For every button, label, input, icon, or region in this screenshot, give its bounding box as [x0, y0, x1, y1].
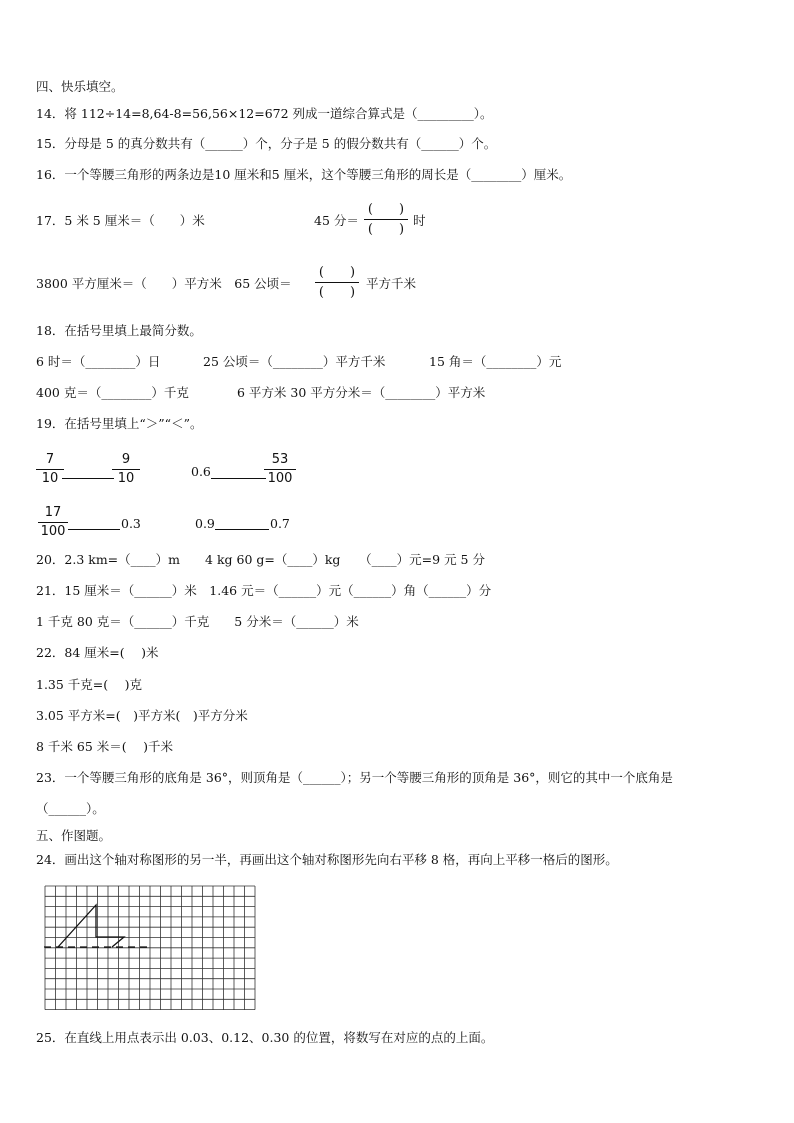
- numerator: 9: [121, 452, 131, 467]
- fraction-bar: [112, 469, 140, 470]
- question-23-line1: 23．一个等腰三角形的底角是 36°，则顶角是（______）；另一个等腰三角形的顶角是 36°，则它的其中一个底角是: [36, 770, 673, 785]
- decimal-0-6: 0.6: [191, 464, 211, 479]
- fraction-9-10: [112, 452, 140, 487]
- question-22a: 22．84 厘米=( )米: [36, 645, 159, 660]
- fraction-bar: [38, 522, 68, 523]
- question-17c-suffix: 平方千米: [366, 276, 417, 291]
- question-23-line2: （______）。: [36, 801, 105, 816]
- numerator: 17: [44, 505, 62, 520]
- question-21b: 1 千克 80 克＝（______）千克 5 分米＝（______）米: [36, 614, 359, 629]
- question-17b-suffix: 时: [413, 213, 426, 228]
- decimal-0-7: 0.7: [270, 516, 290, 531]
- denominator: 100: [40, 524, 66, 539]
- denominator: 10: [117, 471, 135, 486]
- blank-denominator: ( ): [367, 222, 405, 237]
- question-17b-prefix: 45 分＝: [314, 213, 359, 228]
- fraction-blank-17b: [362, 201, 410, 238]
- question-20: 20．2.3 km=（____）m 4 kg 60 g=（____）kg （____）元=9 元 5 分: [36, 552, 485, 567]
- grid-drawing[interactable]: [44, 885, 260, 1011]
- answer-line: [62, 478, 114, 479]
- question-19: 19．在括号里填上“＞”“＜”。: [36, 416, 203, 431]
- question-22b: 1.35 千克=( )克: [36, 677, 143, 692]
- fraction-17-100: [38, 505, 68, 540]
- fraction-blank-17c: [313, 264, 361, 301]
- numerator: 7: [45, 452, 55, 467]
- question-18c: 15 角＝（________）元: [429, 354, 562, 369]
- question-24: 24．画出这个轴对称图形的另一半，再画出这个轴对称图形先向右平移 8 格，再向上平移一格后的图形。: [36, 852, 618, 867]
- question-16: 16．一个等腰三角形的两条边是10 厘米和5 厘米，这个等腰三角形的周长是（________）厘米。: [36, 167, 572, 182]
- question-18: 18．在括号里填上最简分数。: [36, 323, 202, 338]
- fraction-7-10: [36, 452, 64, 487]
- answer-line: [215, 529, 269, 530]
- question-18b: 25 公顷＝（________）平方千米: [203, 354, 386, 369]
- question-18d: 400 克＝（________）千克: [36, 385, 189, 400]
- decimal-0-9: 0.9: [195, 516, 215, 531]
- decimal-0-3: 0.3: [121, 516, 141, 531]
- question-18a: 6 时＝（________）日: [36, 354, 161, 369]
- question-21a: 21．15 厘米＝（______）米 1.46 元＝（______）元（______）角（______）分: [36, 583, 492, 598]
- question-15: 15．分母是 5 的真分数共有（______）个，分子是 5 的假分数共有（______）个。: [36, 136, 497, 151]
- half-figure: [58, 905, 124, 947]
- section-5-heading: 五、作图题。: [36, 828, 112, 843]
- numerator: 53: [271, 452, 289, 467]
- fraction-53-100: [264, 452, 296, 487]
- question-18e: 6 平方米 30 平方分米＝（________）平方米: [237, 385, 486, 400]
- section-4-heading: 四、快乐填空。: [36, 79, 124, 94]
- fraction-bar: [315, 282, 359, 283]
- question-25: 25．在直线上用点表示出 0.03、0.12、0.30 的位置，将数写在对应的点的上面。: [36, 1030, 494, 1045]
- blank-numerator: ( ): [367, 202, 405, 217]
- denominator: 100: [267, 471, 293, 486]
- question-22d: 8 千米 65 米＝( )千米: [36, 739, 174, 754]
- question-14: 14．将 112÷14=8,64-8=56,56×12=672 列成一道综合算式是（_________）。: [36, 106, 493, 121]
- denominator: 10: [41, 471, 59, 486]
- blank-numerator: ( ): [318, 265, 356, 280]
- answer-line: [68, 529, 120, 530]
- blank-denominator: ( ): [318, 285, 356, 300]
- question-22c: 3.05 平方米=( )平方米( )平方分米: [36, 708, 248, 723]
- answer-line: [211, 478, 266, 479]
- fraction-bar: [364, 219, 408, 220]
- fraction-bar: [36, 469, 64, 470]
- fraction-bar: [264, 469, 296, 470]
- question-17c: 3800 平方厘米＝（ ）平方米 65 公顷＝: [36, 276, 292, 291]
- question-17a: 17．5 米 5 厘米＝（ ）米: [36, 213, 205, 228]
